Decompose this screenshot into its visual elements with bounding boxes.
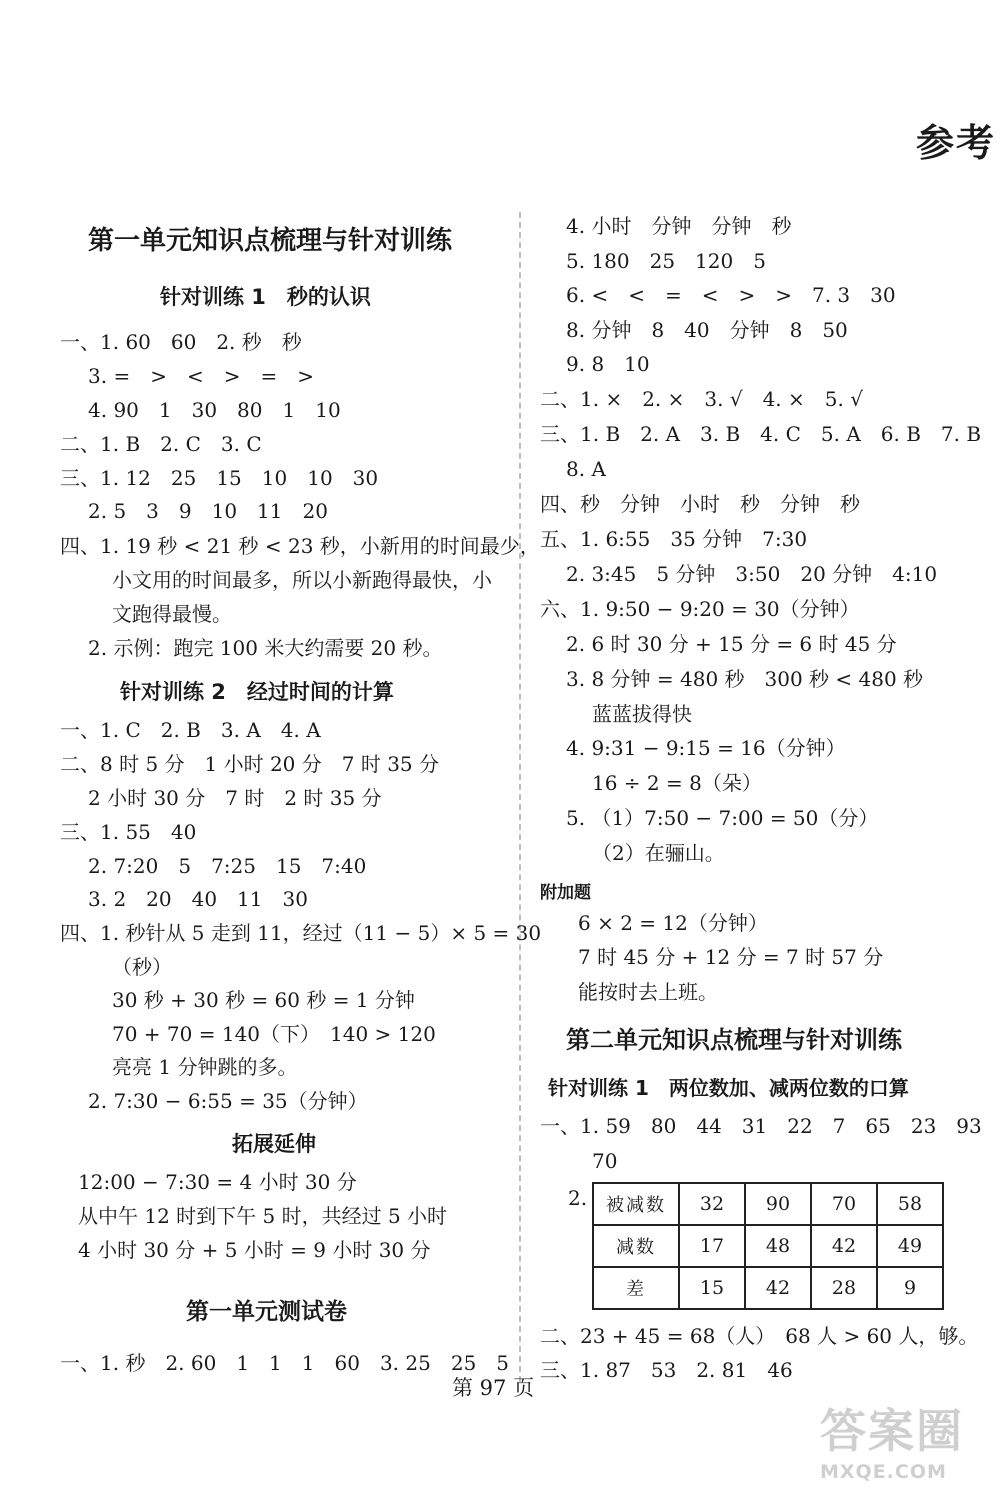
table-header-cell: 差 xyxy=(593,1267,679,1309)
answer-line: 3. 2 20 40 11 30 xyxy=(88,887,308,911)
answer-line: 二、8 时 5 分 1 小时 20 分 7 时 35 分 xyxy=(60,752,440,776)
watermark-logo-text: 答案圈 xyxy=(820,1404,964,1458)
training-1-title: 针对训练 1 秒的认识 xyxy=(160,285,371,309)
answer-line: 五、1. 6:55 35 分钟 7:30 xyxy=(540,527,808,551)
answer-line: 三、1. 55 40 xyxy=(60,820,197,844)
answer-line: 2. 7:20 5 7:25 15 7:40 xyxy=(88,854,367,878)
table-cell: 58 xyxy=(877,1183,943,1225)
answer-line: 四、1. 19 秒 < 21 秒 < 23 秒，小新用的时间最少， xyxy=(60,534,540,558)
table-cell: 15 xyxy=(679,1267,745,1309)
answer-line: 70 + 70 = 140（下） 140 > 120 xyxy=(112,1022,436,1046)
answer-line: 2. 7:30 − 6:55 = 35（分钟） xyxy=(88,1089,368,1113)
answer-line: 3. 8 分钟 = 480 秒 300 秒 < 480 秒 xyxy=(566,667,924,691)
answer-line: 2. 5 3 9 10 11 20 xyxy=(88,499,328,523)
table-row xyxy=(593,1225,943,1267)
answer-line: 2. xyxy=(568,1186,588,1210)
answer-line: 2. 3:45 5 分钟 3:50 20 分钟 4:10 xyxy=(566,562,938,586)
table-header-cell: 减数 xyxy=(593,1225,679,1267)
answer-line: 16 ÷ 2 = 8（朵） xyxy=(592,771,762,795)
watermark-url: MXQE.COM xyxy=(820,1461,947,1483)
answer-line: 一、1. 59 80 44 31 22 7 65 23 93 xyxy=(540,1114,982,1138)
answer-line: 8. A xyxy=(566,457,606,481)
answer-line: 3. = > < > = > xyxy=(88,364,314,388)
table-cell: 17 xyxy=(679,1225,745,1267)
answer-line: 二、1. B 2. C 3. C xyxy=(60,432,262,456)
answer-line: 30 秒 + 30 秒 = 60 秒 = 1 分钟 xyxy=(112,988,415,1012)
extension-title: 拓展延伸 xyxy=(232,1132,316,1156)
table-cell: 70 xyxy=(811,1183,877,1225)
table-cell: 90 xyxy=(745,1183,811,1225)
table-cell: 42 xyxy=(745,1267,811,1309)
answer-line: 7 时 45 分 + 12 分 = 7 时 57 分 xyxy=(578,945,884,969)
unit-2-title: 第二单元知识点梳理与针对训练 xyxy=(566,1026,902,1054)
table-header-cell: 被减数 xyxy=(593,1183,679,1225)
answer-line: 4. 90 1 30 80 1 10 xyxy=(88,398,341,422)
page-heading: 参考 xyxy=(915,121,996,165)
answer-line: 从中午 12 时到下午 5 时，共经过 5 小时 xyxy=(78,1204,448,1228)
training-2-title: 针对训练 2 经过时间的计算 xyxy=(120,680,394,704)
unit-1-title: 第一单元知识点梳理与针对训练 xyxy=(88,226,453,256)
answer-line: 5. （1）7:50 − 7:00 = 50（分） xyxy=(566,806,879,830)
answer-line: 6. < < = < > > 7. 3 30 xyxy=(566,283,896,307)
answer-line: 一、1. 60 60 2. 秒 秒 xyxy=(60,330,302,354)
answer-line: 二、23 + 45 = 68（人） 68 人 > 60 人，够。 xyxy=(540,1324,979,1348)
page-number: 第 97 页 xyxy=(452,1376,535,1400)
answer-line: 6 × 2 = 12（分钟） xyxy=(578,911,768,935)
answer-line: （秒） xyxy=(112,955,172,979)
answer-line: 一、1. 秒 2. 60 1 1 1 60 3. 25 25 5 xyxy=(60,1351,510,1375)
answer-line: 能按时去上班。 xyxy=(578,980,718,1004)
answer-line: 四、秒 分钟 小时 秒 分钟 秒 xyxy=(540,492,860,516)
answer-line: 三、1. 12 25 15 10 10 30 xyxy=(60,466,379,490)
column-divider xyxy=(519,212,521,1382)
table-cell: 28 xyxy=(811,1267,877,1309)
answer-line: 4. 小时 分钟 分钟 秒 xyxy=(566,214,792,238)
unit-1-test-title: 第一单元测试卷 xyxy=(186,1299,347,1325)
table-cell: 9 xyxy=(877,1267,943,1309)
table-cell: 32 xyxy=(679,1183,745,1225)
answer-line: 2. 6 时 30 分 + 15 分 = 6 时 45 分 xyxy=(566,632,897,656)
answer-line: 蓝蓝拔得快 xyxy=(592,702,692,726)
answer-line: 70 xyxy=(592,1149,618,1173)
bonus-title: 附加题 xyxy=(540,883,591,903)
answer-line: （2）在骊山。 xyxy=(592,841,725,865)
subtraction-table xyxy=(592,1182,944,1310)
answer-line: 小文用的时间最多，所以小新跑得最快，小 xyxy=(112,568,492,592)
table-cell: 48 xyxy=(745,1225,811,1267)
table-row xyxy=(593,1183,943,1225)
answer-line: 文跑得最慢。 xyxy=(112,602,232,626)
answer-line: 4. 9:31 − 9:15 = 16（分钟） xyxy=(566,736,846,760)
table-cell: 49 xyxy=(877,1225,943,1267)
answer-line: 三、1. 87 53 2. 81 46 xyxy=(540,1358,793,1382)
answer-line: 六、1. 9:50 − 9:20 = 30（分钟） xyxy=(540,597,860,621)
answer-line: 一、1. C 2. B 3. A 4. A xyxy=(60,718,321,742)
answer-line: 9. 8 10 xyxy=(566,352,650,376)
table-cell: 42 xyxy=(811,1225,877,1267)
answer-line: 5. 180 25 120 5 xyxy=(566,249,766,273)
table-row xyxy=(593,1267,943,1309)
unit-2-training-1-title: 针对训练 1 两位数加、减两位数的口算 xyxy=(548,1076,909,1100)
answer-line: 亮亮 1 分钟跳的多。 xyxy=(112,1055,298,1079)
answer-line: 三、1. B 2. A 3. B 4. C 5. A 6. B 7. B xyxy=(540,422,982,446)
answer-line: 2 小时 30 分 7 时 2 时 35 分 xyxy=(88,786,382,810)
answer-line: 12:00 − 7:30 = 4 小时 30 分 xyxy=(78,1170,357,1194)
answer-line: 4 小时 30 分 + 5 小时 = 9 小时 30 分 xyxy=(78,1238,431,1262)
answer-line: 8. 分钟 8 40 分钟 8 50 xyxy=(566,318,848,342)
answer-line: 2. 示例：跑完 100 米大约需要 20 秒。 xyxy=(88,636,443,660)
answer-line: 二、1. × 2. × 3. √ 4. × 5. √ xyxy=(540,387,863,411)
watermark-logo xyxy=(820,1395,995,1490)
answer-line: 四、1. 秒针从 5 走到 11，经过（11 − 5）× 5 = 30 xyxy=(60,921,542,945)
